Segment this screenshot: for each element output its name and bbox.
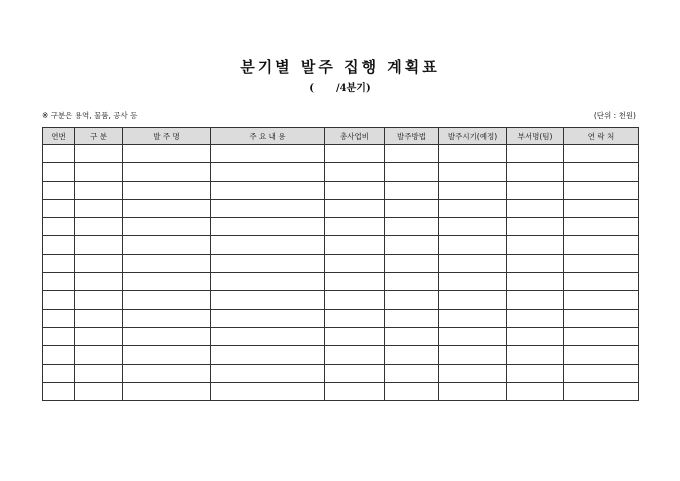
table-body [43,145,639,401]
table-cell[interactable] [75,199,123,217]
table-cell[interactable] [564,145,639,163]
table-cell[interactable] [211,181,325,199]
table-cell[interactable] [385,236,439,254]
table-cell[interactable] [211,236,325,254]
header-serial: 연번 [43,128,75,145]
table-cell[interactable] [325,218,385,236]
table-row [43,218,639,236]
table-cell[interactable] [507,236,564,254]
table-cell[interactable] [325,327,385,345]
document-title: 분기별 발주 집행 계획표 [240,58,440,76]
table-cell[interactable] [439,273,507,291]
header-department: 부서명(팀) [507,128,564,145]
table-cell[interactable] [325,181,385,199]
table-cell[interactable] [564,218,639,236]
table-cell[interactable] [75,254,123,272]
table-cell[interactable] [123,199,211,217]
table-cell[interactable] [564,254,639,272]
table-cell[interactable] [385,254,439,272]
table-cell[interactable] [507,273,564,291]
table-cell[interactable] [75,309,123,327]
table-cell[interactable] [211,364,325,382]
quarter-open-paren: ( [309,83,315,94]
table-cell[interactable] [439,327,507,345]
table-cell[interactable] [211,254,325,272]
table-cell[interactable] [43,291,75,309]
table-cell[interactable] [439,199,507,217]
header-main-content: 주 요 내 용 [211,128,325,145]
table-cell[interactable] [43,346,75,364]
table-cell[interactable] [385,181,439,199]
table-cell[interactable] [385,199,439,217]
table-cell[interactable] [325,382,385,400]
table-cell[interactable] [507,327,564,345]
table-cell[interactable] [75,145,123,163]
table-row [43,309,639,327]
header-order-method: 발주방법 [385,128,439,145]
table-cell[interactable] [75,163,123,181]
table-cell[interactable] [507,364,564,382]
table-cell[interactable] [385,218,439,236]
table-cell[interactable] [325,254,385,272]
table-cell[interactable] [43,254,75,272]
table-row [43,236,639,254]
unit-label: (단위 : 천원) [593,111,636,120]
table-cell[interactable] [75,181,123,199]
table-cell[interactable] [507,145,564,163]
table-row [43,181,639,199]
table-cell[interactable] [211,291,325,309]
table-row [43,199,639,217]
table-row [43,346,639,364]
table-cell[interactable] [507,199,564,217]
table-cell[interactable] [43,364,75,382]
table-row [43,327,639,345]
table-cell[interactable] [211,273,325,291]
table-cell[interactable] [385,273,439,291]
table-cell[interactable] [439,236,507,254]
table-cell[interactable] [325,163,385,181]
table-cell[interactable] [43,218,75,236]
table-cell[interactable] [385,382,439,400]
table-cell[interactable] [43,145,75,163]
category-note: ※ 구분은 용역, 물품, 공사 등 [42,111,138,120]
table-cell[interactable] [211,218,325,236]
table-cell[interactable] [385,309,439,327]
table-row [43,254,639,272]
table-cell[interactable] [75,218,123,236]
table-cell[interactable] [385,346,439,364]
table-cell[interactable] [564,364,639,382]
table-cell[interactable] [439,181,507,199]
table-cell[interactable] [385,163,439,181]
table-cell[interactable] [123,163,211,181]
table-cell[interactable] [507,309,564,327]
header-total-cost: 총사업비 [325,128,385,145]
table-cell[interactable] [43,181,75,199]
header-category: 구 분 [75,128,123,145]
quarter-subtitle [0,79,680,94]
table-cell[interactable] [211,145,325,163]
table-cell[interactable] [211,382,325,400]
table-row [43,382,639,400]
table-cell[interactable] [439,346,507,364]
table-row [43,145,639,163]
table-row [43,291,639,309]
header-order-timing: 발주시기(예정) [439,128,507,145]
table-cell[interactable] [123,364,211,382]
table-cell[interactable] [325,199,385,217]
order-plan-table [42,127,639,401]
table-cell[interactable] [385,291,439,309]
table-cell[interactable] [385,145,439,163]
table-cell[interactable] [439,218,507,236]
table-cell[interactable] [564,346,639,364]
table-cell[interactable] [211,327,325,345]
table-cell[interactable] [43,382,75,400]
table-cell[interactable] [507,254,564,272]
table-cell[interactable] [439,291,507,309]
table-cell[interactable] [564,309,639,327]
table-cell[interactable] [211,346,325,364]
table-cell[interactable] [439,254,507,272]
table-cell[interactable] [325,273,385,291]
table-cell[interactable] [43,309,75,327]
table-cell[interactable] [75,346,123,364]
table-cell[interactable] [75,273,123,291]
table-cell[interactable] [43,236,75,254]
table-cell[interactable] [43,273,75,291]
table-cell[interactable] [211,309,325,327]
table-cell[interactable] [325,346,385,364]
table-cell[interactable] [325,236,385,254]
table-cell[interactable] [385,327,439,345]
table-cell[interactable] [211,199,325,217]
table-cell[interactable] [123,273,211,291]
table-cell[interactable] [123,181,211,199]
table-cell[interactable] [507,218,564,236]
table-cell[interactable] [75,382,123,400]
table-cell[interactable] [507,382,564,400]
table-cell[interactable] [325,309,385,327]
table-cell[interactable] [43,199,75,217]
table-cell[interactable] [75,236,123,254]
table-cell[interactable] [385,364,439,382]
table-header-row [43,128,639,145]
header-contact: 연 락 처 [564,128,639,145]
table-cell[interactable] [439,364,507,382]
table-cell[interactable] [325,291,385,309]
table-cell[interactable] [123,309,211,327]
table-cell[interactable] [564,327,639,345]
table-cell[interactable] [507,163,564,181]
table-cell[interactable] [43,163,75,181]
table-cell[interactable] [211,163,325,181]
table-cell[interactable] [123,236,211,254]
table-row [43,163,639,181]
table-cell[interactable] [123,254,211,272]
table-cell[interactable] [123,382,211,400]
table-cell[interactable] [43,327,75,345]
table-cell[interactable] [564,163,639,181]
table-cell[interactable] [439,163,507,181]
table-cell[interactable] [507,181,564,199]
table-cell[interactable] [564,382,639,400]
table-cell[interactable] [564,291,639,309]
header-order-name: 발 주 명 [123,128,211,145]
table-cell[interactable] [439,145,507,163]
table-cell[interactable] [123,327,211,345]
table-cell[interactable] [439,382,507,400]
table-cell[interactable] [75,364,123,382]
table-cell[interactable] [439,309,507,327]
quarter-label: /4분기) [336,83,371,94]
table-cell[interactable] [564,181,639,199]
table-row [43,273,639,291]
table-cell[interactable] [325,145,385,163]
table-cell[interactable] [123,145,211,163]
table-cell[interactable] [75,291,123,309]
table-cell[interactable] [564,236,639,254]
table-cell[interactable] [564,273,639,291]
table-cell[interactable] [507,346,564,364]
table-cell[interactable] [325,364,385,382]
table-cell[interactable] [564,199,639,217]
table-row [43,364,639,382]
table-cell[interactable] [507,291,564,309]
table-cell[interactable] [123,346,211,364]
table-cell[interactable] [123,291,211,309]
table-cell[interactable] [123,218,211,236]
table-cell[interactable] [75,327,123,345]
